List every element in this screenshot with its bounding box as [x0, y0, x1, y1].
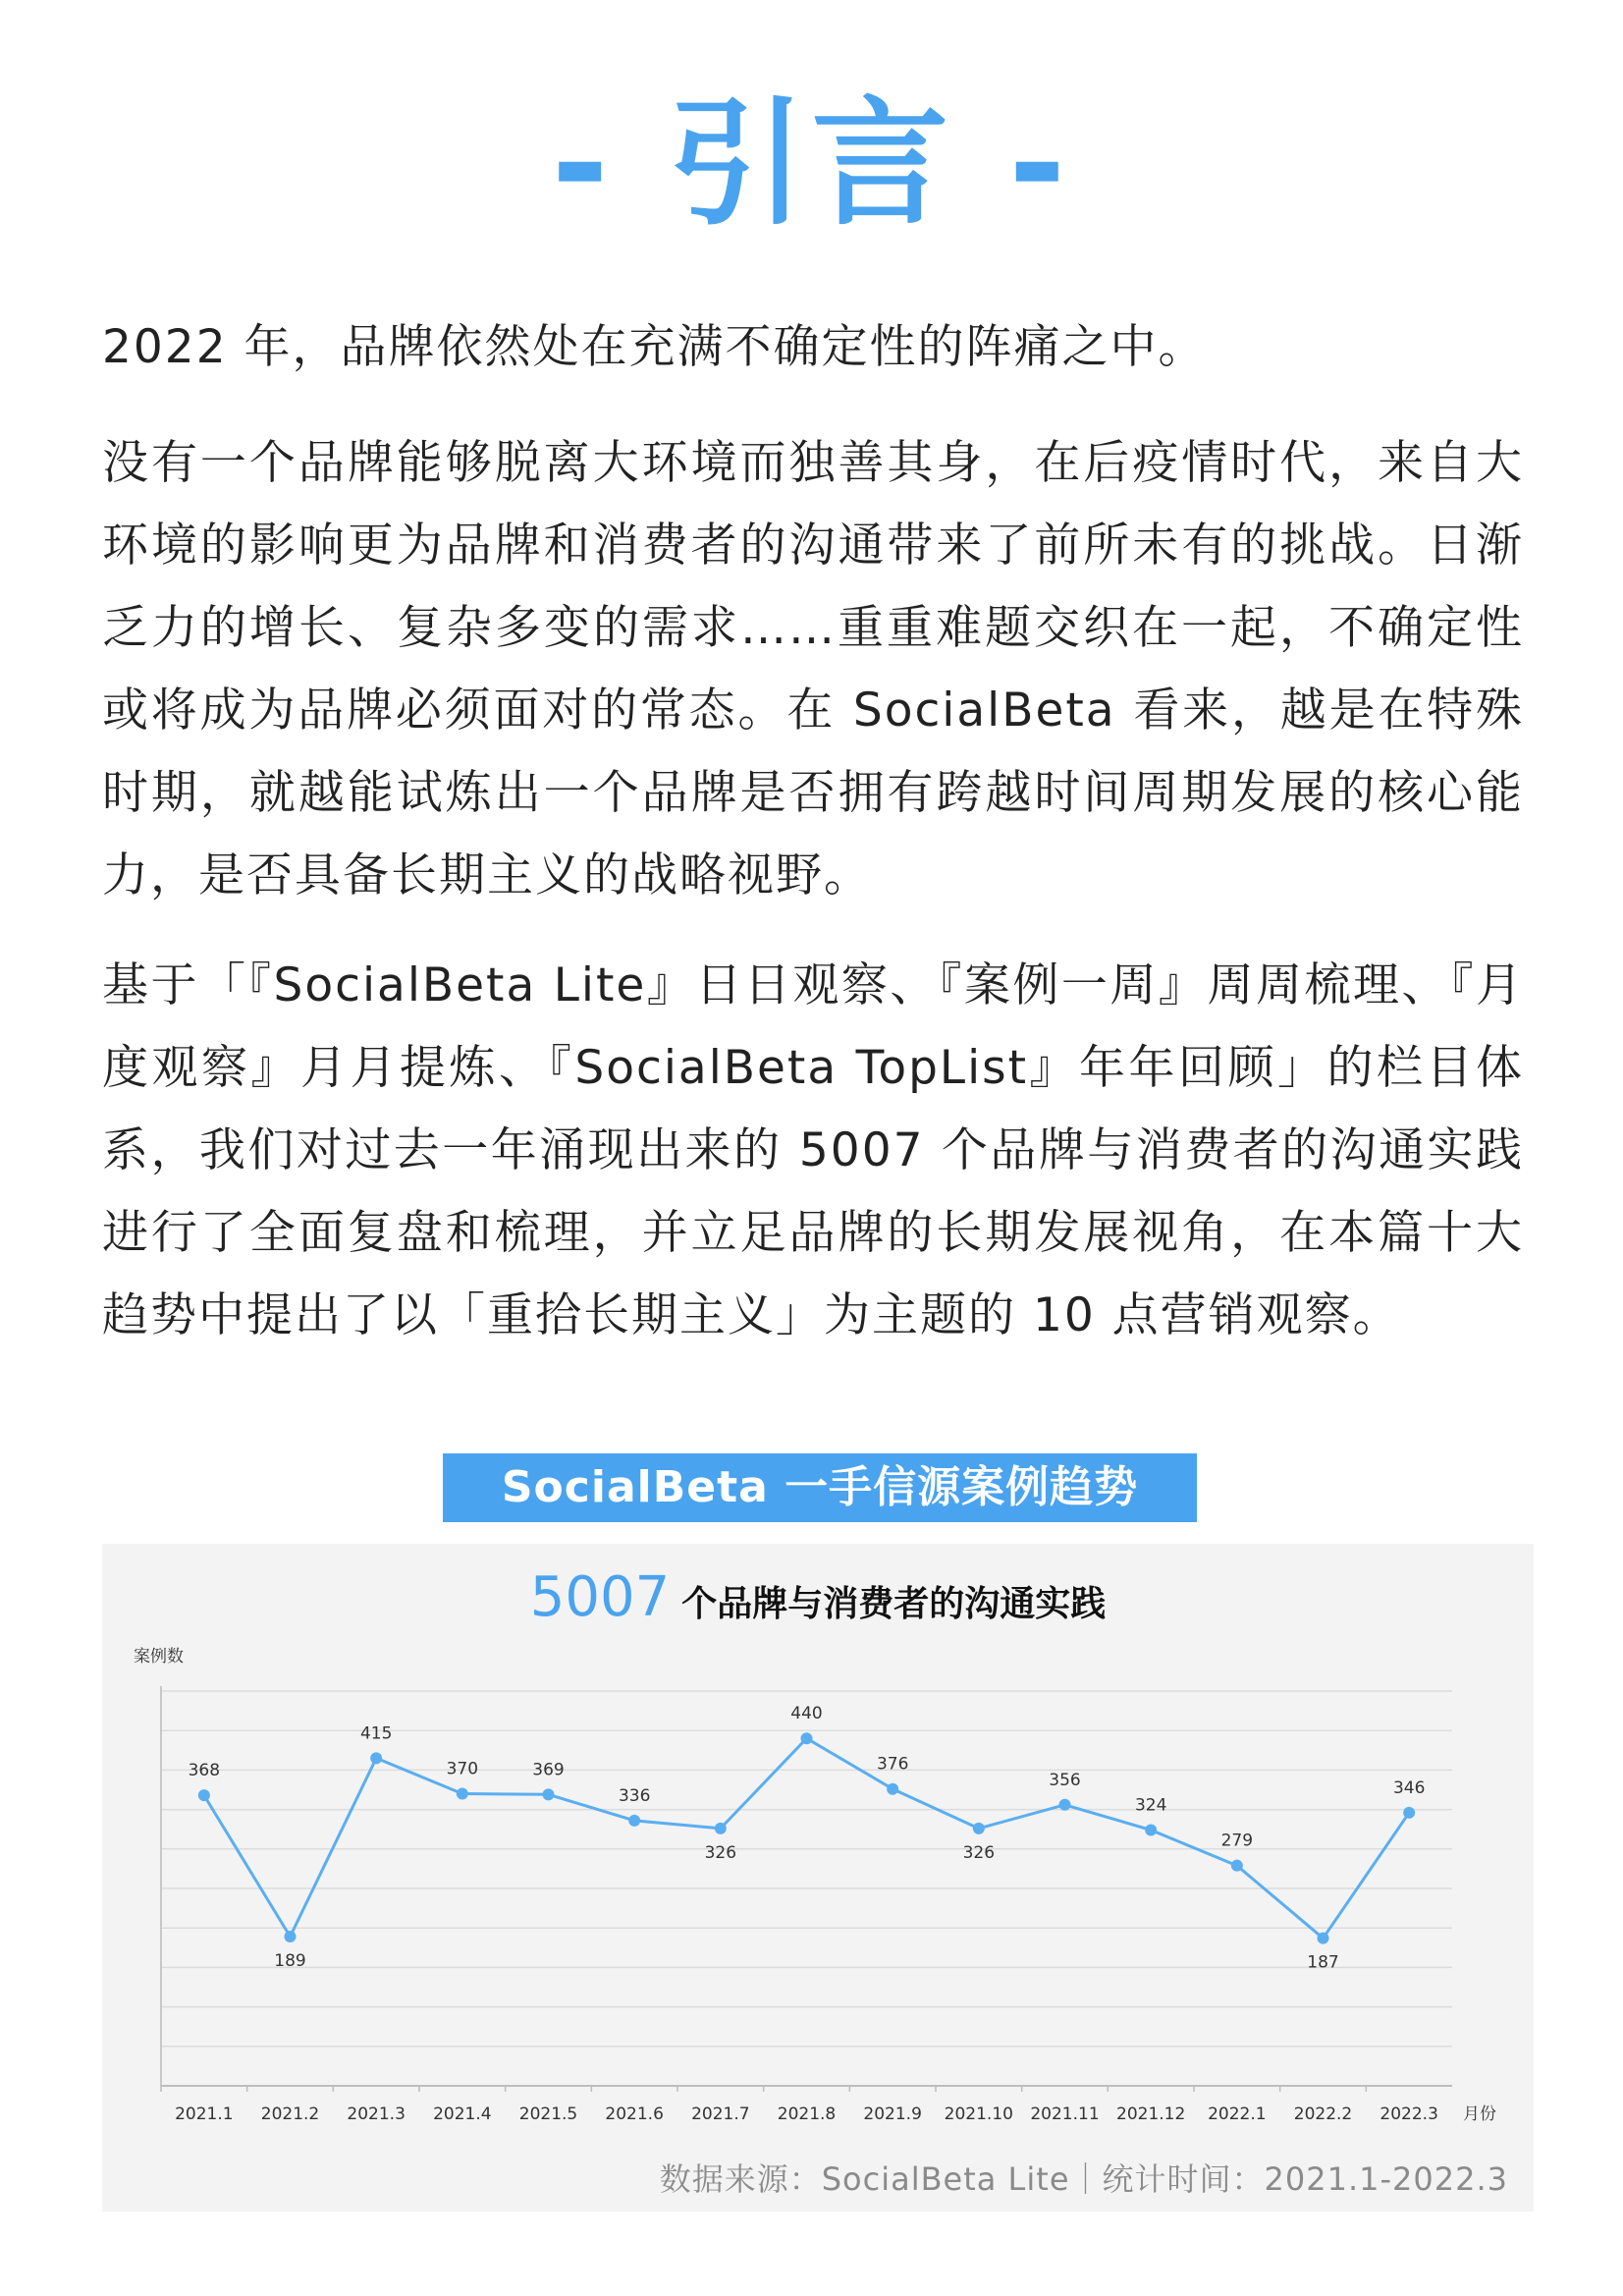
data-label: 346 — [1392, 1777, 1426, 1798]
x-tick-label: 2021.8 — [777, 2105, 837, 2124]
data-point — [628, 1815, 640, 1827]
x-tick-label: 2021.12 — [1116, 2105, 1186, 2124]
data-label: 376 — [876, 1754, 909, 1775]
data-label: 368 — [188, 1761, 221, 1781]
page-title: - 引言 - — [551, 84, 1072, 245]
x-tick-label: 2021.11 — [1030, 2105, 1100, 2124]
x-tick-label: 2022.3 — [1380, 2105, 1438, 2124]
data-label: 279 — [1220, 1831, 1254, 1851]
data-label: 324 — [1134, 1795, 1167, 1816]
chart-panel — [102, 1544, 1534, 2212]
x-tick-label: 2021.7 — [691, 2105, 750, 2124]
x-tick-label: 2022.1 — [1208, 2105, 1267, 2124]
y-axis-label: 案例数 — [134, 1647, 184, 1667]
x-tick-label: 2021.1 — [175, 2105, 234, 2124]
data-point — [370, 1752, 382, 1764]
data-point — [285, 1931, 297, 1942]
data-point — [198, 1789, 210, 1801]
data-point — [1059, 1799, 1071, 1811]
data-point — [887, 1783, 898, 1795]
data-point — [457, 1788, 468, 1800]
intro-paragraph-3: 基于「『SocialBeta Lite』日日观察、『案例一周』周周梳理、『月度观察』月月提炼、『SocialBeta TopList』年年回顾」的栏目体系，我们对过去一年涌现出来的 5007 个品牌与消费者的沟通实践进行了全面复盘和梳理，并立足品牌的长期发展视角，在本篇十大趋势中提出了以「重拾长期主义」为主题的 10 点营销观察。 — [102, 958, 1524, 1342]
x-tick-label: 2021.6 — [605, 2105, 664, 2124]
x-tick-label: 2021.3 — [347, 2105, 406, 2124]
data-label: 369 — [532, 1760, 565, 1780]
x-tick-label: 2022.2 — [1293, 2105, 1353, 2124]
data-point — [1403, 1807, 1415, 1819]
x-tick-label: 2021.2 — [260, 2105, 320, 2124]
chart-source-note: 数据来源：SocialBeta Lite｜统计时间：2021.1-2022.3 — [659, 2160, 1508, 2198]
intro-paragraph-2: 没有一个品牌能够脱离大环境而独善其身，在后疫情时代，来自大环境的影响更为品牌和消费者的沟通带来了前所未有的挑战。日渐乏力的增长、复杂多变的需求……重重难题交织在一起，不确定性或将成为品牌必须面对的常态。在 SocialBeta 看来，越是在特殊时期，就越能试炼出一个品牌是否拥有跨越时间周期发展的核心能力，是否具备长期主义的战略视野。 — [102, 436, 1524, 902]
x-axis-label: 月份 — [1463, 2105, 1496, 2124]
data-label: 326 — [704, 1842, 737, 1863]
chart-heading-number: 5007 — [529, 1565, 671, 1629]
data-label: 189 — [274, 1951, 306, 1972]
data-point — [715, 1823, 727, 1834]
intro-paragraph-1: 2022 年，品牌依然处在充满不确定性的阵痛之中。 — [102, 320, 1207, 374]
data-point — [1318, 1933, 1329, 1944]
data-label: 336 — [618, 1785, 651, 1806]
line-chart — [102, 1544, 1534, 2212]
data-label: 326 — [962, 1842, 996, 1863]
data-label: 356 — [1049, 1770, 1081, 1790]
data-point — [1145, 1825, 1157, 1836]
x-tick-label: 2021.10 — [944, 2105, 1013, 2124]
x-tick-label: 2021.4 — [433, 2105, 492, 2124]
data-point — [543, 1788, 555, 1800]
x-tick-label: 2021.9 — [863, 2105, 922, 2124]
chart-banner: SocialBeta 一手信源案例趋势 — [443, 1453, 1197, 1522]
chart-heading-text: 个品牌与消费者的沟通实践 — [681, 1584, 1107, 1624]
data-label: 440 — [790, 1704, 823, 1724]
data-point — [801, 1732, 813, 1744]
data-label: 370 — [446, 1759, 479, 1779]
x-tick-label: 2021.5 — [518, 2105, 578, 2124]
data-label: 415 — [359, 1723, 393, 1744]
data-point — [1231, 1860, 1243, 1872]
data-label: 187 — [1307, 1952, 1339, 1973]
data-point — [973, 1823, 985, 1834]
